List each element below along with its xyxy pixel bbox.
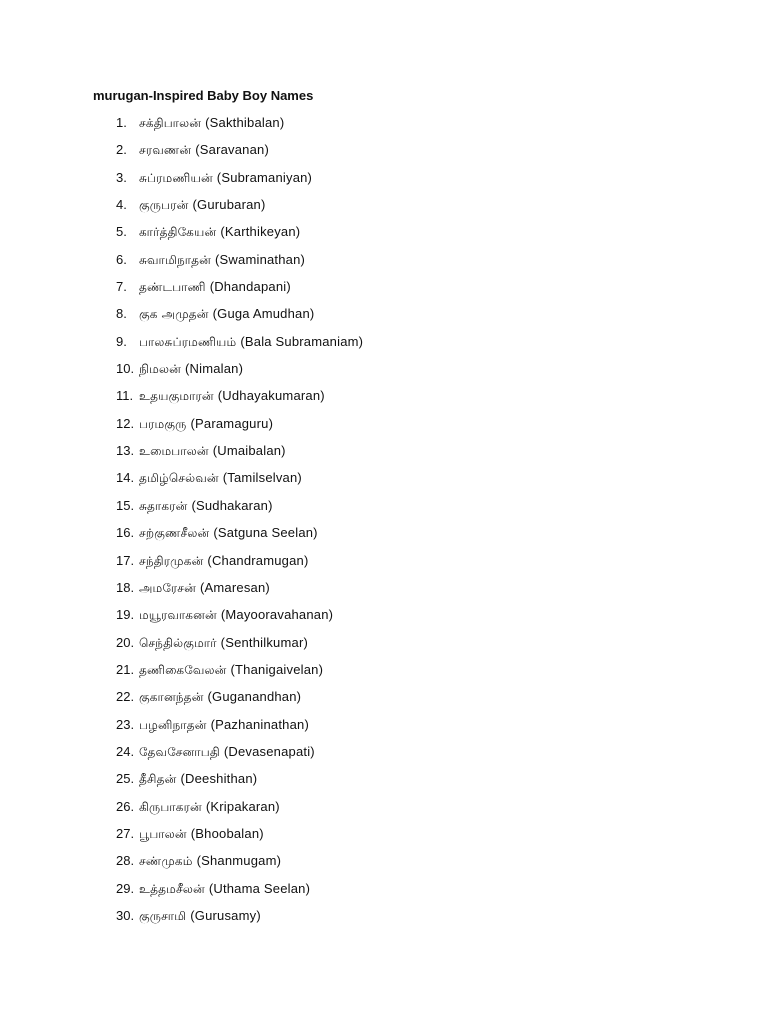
list-item-name bbox=[139, 415, 273, 433]
tamil-name: பழனிநாதன் bbox=[139, 717, 207, 732]
list-item-name bbox=[139, 579, 270, 597]
tamil-name: செந்தில்குமார் bbox=[139, 635, 217, 650]
tamil-name: சந்திரமுகன் bbox=[139, 553, 204, 568]
tamil-name: சண்முகம் bbox=[139, 854, 193, 869]
list-item-name bbox=[139, 223, 300, 241]
tamil-name: குருபரன் bbox=[139, 198, 189, 213]
tamil-name: தணிகைவேலன் bbox=[139, 662, 227, 677]
transliteration: (Swaminathan) bbox=[215, 251, 306, 267]
transliteration: (Umaibalan) bbox=[212, 443, 286, 459]
list-item-number: 2. bbox=[116, 142, 127, 158]
page-title: murugan-Inspired Baby Boy Names bbox=[93, 88, 314, 103]
list-item-number: 23. bbox=[116, 716, 135, 732]
tamil-name: பரமகுரு bbox=[139, 416, 187, 431]
tamil-name: நிமலன் bbox=[139, 362, 181, 377]
transliteration: (Sudhakaran) bbox=[191, 497, 273, 513]
list-item-name bbox=[139, 743, 315, 761]
transliteration: (Guga Amudhan) bbox=[212, 306, 315, 322]
tamil-name: பாலசுப்ரமணியம் bbox=[139, 334, 237, 349]
list-item-name bbox=[139, 852, 281, 870]
transliteration: (Satguna Seelan) bbox=[213, 525, 318, 541]
list-item-number: 25. bbox=[116, 771, 135, 787]
list-item-name bbox=[139, 825, 264, 843]
transliteration: (Gurusamy) bbox=[190, 907, 261, 923]
list-item-name bbox=[139, 251, 305, 269]
transliteration: (Deeshithan) bbox=[180, 771, 258, 787]
list-item-number: 6. bbox=[116, 251, 127, 267]
tamil-name: தண்டபாணி bbox=[139, 280, 206, 295]
tamil-name: கார்த்திகேயன் bbox=[139, 225, 217, 240]
transliteration: (Sakthibalan) bbox=[205, 115, 285, 130]
list-item-name bbox=[139, 387, 325, 405]
transliteration: (Gurubaran) bbox=[192, 197, 266, 213]
list-item-number: 15. bbox=[116, 497, 135, 513]
list-item-number: 7. bbox=[116, 279, 127, 295]
tamil-name: சற்குணசீலன் bbox=[139, 526, 210, 541]
list-item-number: 27. bbox=[116, 825, 135, 841]
list-item-name bbox=[139, 770, 257, 788]
list-item-name bbox=[139, 333, 363, 351]
transliteration: (Udhayakumaran) bbox=[217, 388, 325, 404]
list-item-name bbox=[139, 169, 312, 187]
transliteration: (Guganandhan) bbox=[207, 689, 302, 705]
list-item-number: 28. bbox=[116, 853, 135, 869]
list-item-name bbox=[139, 442, 286, 460]
tamil-name: பூபாலன் bbox=[139, 826, 187, 841]
list-item-number: 8. bbox=[116, 306, 127, 322]
transliteration: (Subramaniyan) bbox=[216, 169, 313, 185]
list-item-number: 1. bbox=[116, 115, 127, 130]
tamil-name: உத்தமசீலன் bbox=[139, 881, 205, 896]
list-item-name bbox=[139, 196, 266, 214]
transliteration: (Karthikeyan) bbox=[220, 224, 301, 240]
list-item-number: 11. bbox=[116, 388, 134, 404]
list-item-number: 20. bbox=[116, 634, 135, 650]
tamil-name: அமரேசன் bbox=[139, 580, 196, 595]
list-item-name bbox=[139, 305, 314, 323]
transliteration: (Amaresan) bbox=[200, 579, 270, 595]
list-item-number: 5. bbox=[116, 224, 127, 240]
list-item-number: 3. bbox=[116, 169, 127, 185]
transliteration: (Shanmugam) bbox=[196, 853, 282, 869]
tamil-name: தேவசேனாபதி bbox=[139, 744, 220, 759]
tamil-name: கிருபாகரன் bbox=[139, 799, 202, 814]
tamil-name: சுப்ரமணியன் bbox=[139, 170, 213, 185]
transliteration: (Paramaguru) bbox=[190, 415, 274, 431]
list-item-name bbox=[139, 716, 309, 734]
list-item-number: 29. bbox=[116, 880, 135, 896]
list-item-name bbox=[139, 278, 291, 296]
list-item-name bbox=[139, 497, 273, 515]
list-item-name bbox=[139, 634, 308, 652]
list-item-number: 19. bbox=[116, 607, 135, 623]
list-item-number: 24. bbox=[116, 743, 135, 759]
list-item-number: 18. bbox=[116, 579, 135, 595]
tamil-name: குகானந்தன் bbox=[139, 690, 204, 705]
list-item-number: 30. bbox=[116, 907, 135, 923]
list-item-name bbox=[139, 798, 280, 816]
transliteration: (Nimalan) bbox=[185, 361, 244, 377]
transliteration: (Mayooravahanan) bbox=[220, 607, 334, 623]
tamil-name: சுதாகரன் bbox=[139, 498, 188, 513]
list-item-number: 14. bbox=[116, 470, 135, 486]
list-item-number: 22. bbox=[116, 689, 135, 705]
list-item-name bbox=[139, 114, 284, 132]
transliteration: (Pazhaninathan) bbox=[210, 716, 309, 732]
transliteration: (Dhandapani) bbox=[209, 279, 291, 295]
list-item-number: 13. bbox=[116, 443, 135, 459]
list-item-name bbox=[139, 661, 323, 679]
list-item-number: 9. bbox=[116, 333, 127, 349]
tamil-name: தமிழ்செல்வன் bbox=[139, 471, 219, 486]
list-item-number: 16. bbox=[116, 525, 135, 541]
list-item-name bbox=[139, 606, 333, 624]
list-item-number: 12. bbox=[116, 415, 135, 431]
list-item-name bbox=[139, 688, 301, 706]
list-item-name bbox=[139, 552, 309, 570]
tamil-name: சக்திபாலன் bbox=[139, 116, 202, 130]
transliteration: (Senthilkumar) bbox=[220, 634, 308, 650]
tamil-name: சரவணன் bbox=[139, 143, 192, 158]
transliteration: (Tamilselvan) bbox=[222, 470, 302, 486]
list-item-name bbox=[139, 524, 318, 542]
list-item-number: 26. bbox=[116, 798, 135, 814]
tamil-name: உமைபாலன் bbox=[139, 444, 209, 459]
list-item-name bbox=[139, 469, 302, 487]
transliteration: (Saravanan) bbox=[195, 142, 269, 158]
list-item-number: 17. bbox=[116, 552, 135, 568]
list-item-name bbox=[139, 907, 261, 925]
transliteration: (Bala Subramaniam) bbox=[240, 333, 364, 349]
transliteration: (Kripakaran) bbox=[205, 798, 280, 814]
transliteration: (Devasenapati) bbox=[223, 743, 315, 759]
list-item-name bbox=[139, 360, 243, 378]
tamil-name: மயூரவாகனன் bbox=[139, 608, 217, 623]
list-item-name bbox=[139, 141, 269, 159]
list-item-number: 4. bbox=[116, 197, 127, 213]
list-item-number: 21. bbox=[116, 661, 135, 677]
transliteration: (Bhoobalan) bbox=[190, 825, 264, 841]
transliteration: (Thanigaivelan) bbox=[230, 661, 324, 677]
tamil-name: உதயகுமாரன் bbox=[139, 389, 214, 404]
tamil-name: சுவாமிநாதன் bbox=[139, 252, 212, 267]
transliteration: (Chandramugan) bbox=[207, 552, 309, 568]
transliteration: (Uthama Seelan) bbox=[208, 880, 311, 896]
tamil-name: தீசிதன் bbox=[139, 772, 177, 787]
tamil-name: குக அமுதன் bbox=[139, 307, 209, 322]
list-item-number: 10. bbox=[116, 361, 135, 377]
tamil-name: குருசாமி bbox=[139, 908, 187, 923]
list-item-name bbox=[139, 880, 310, 898]
